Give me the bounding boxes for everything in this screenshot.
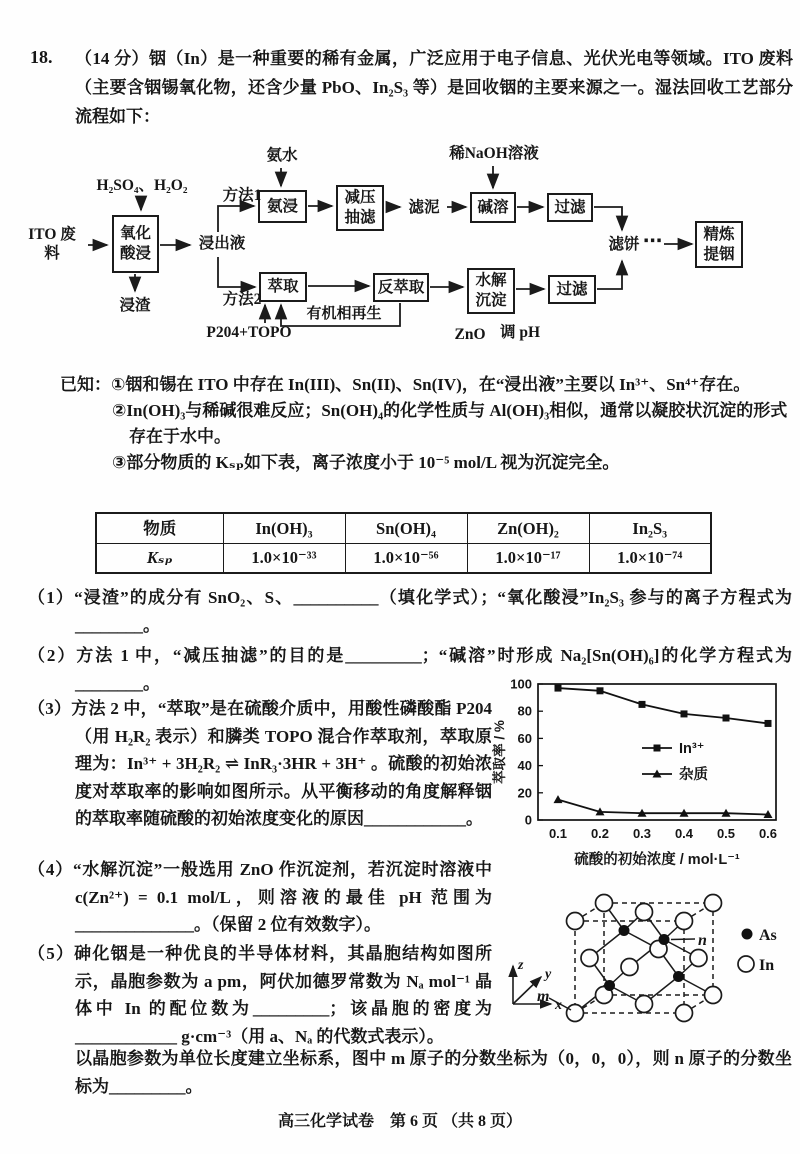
legend-in-icon <box>738 956 754 972</box>
sub-question-5-continued: 以晶胞参数为单位长度建立坐标系，图中 m 原子的分数坐标为（0，0，0），则 n 原子的分数坐标为_________。 <box>75 1049 792 1096</box>
flow-box-vacuum-filter: 减压抽滤 <box>336 185 384 231</box>
svg-text:In³⁺: In³⁺ <box>679 741 705 757</box>
flow-box-back-extract: 反萃取 <box>373 273 429 302</box>
crystal-structure-figure <box>497 876 797 1034</box>
question-intro: （14 分）铟（In）是一种重要的稀有金属，广泛应用于电子信息、光伏光电等领域。ITO 废料（主要含铟锡氧化物，还含少量 PbO、In₂S₃ 等）是回收铟的主要来源之一。湿法回收工艺部分流程如下： <box>75 49 793 126</box>
legend-as-label: As <box>759 927 777 944</box>
flow-label-method2: 方法2 <box>222 291 262 308</box>
flow-label-organic-regen: 有机相再生 <box>306 306 382 322</box>
known-item-3: ③部分物质的 Kₛₚ如下表，离子浓度小于 10⁻⁵ mol/L 视为沉淀完全。 <box>112 453 620 472</box>
n-pointer-line <box>671 939 695 940</box>
n-label: n <box>698 932 707 949</box>
sub-question-3: （3）方法 2 中，“萃取”是在硫酸介质中，用酸性磷酸酯 P204（用 H₂R₂ 表示）和膦类 TOPO 混合作萃取剂，萃取原理为：In³⁺ + 3H₂R₂ ⇌ InR₃·3HR + 3H⁺ 。硫酸的初始浓度对萃取率的影响如图所示。从平衡移动的角度解释铟的萃取率随硫酸的初始浓度变化的原因____________。 <box>28 699 492 828</box>
svg-text:40: 40 <box>517 758 532 774</box>
known-info-section <box>60 372 790 476</box>
ksp-value-znoh2: 1.0×10⁻¹⁷ <box>467 543 589 573</box>
known-item-1: 已知：①铟和锡在 ITO 中存在 In(III)、Sn(II)、Sn(IV)，在“浸出液”主要以 In³⁺、Sn⁴⁺存在。 <box>60 375 751 394</box>
x-axis-label: x <box>555 998 562 1013</box>
in-atoms <box>567 895 722 1022</box>
sub-question-4: （4）“水解沉淀”一般选用 ZnO 作沉淀剂，若沉淀时溶液中 c(Zn²⁺) = 0.1 mol/L，则溶液的最佳 pH 范围为______________。（保留 2 位有效数字）。 <box>28 860 492 934</box>
ksp-table <box>95 512 712 574</box>
flow-label-p204-topo: P204+TOPO <box>206 324 292 341</box>
extraction-rate-chart-svg <box>492 670 794 882</box>
sub-question-2: （2）方法 1 中，“减压抽滤”的目的是_________；“碱溶”时形成 Na₂[Sn(OH)₆]的化学方程式为________。 <box>28 646 792 693</box>
flow-label-acid-input: H₂SO₄、H₂O₂ <box>96 177 188 194</box>
svg-text:0.3: 0.3 <box>632 826 652 841</box>
svg-text:100: 100 <box>510 676 532 692</box>
ksp-value-inoh3: 1.0×10⁻³³ <box>223 543 345 573</box>
flow-label-residue: 浸渣 <box>119 297 151 314</box>
ksp-header-in2s3: In₂S₃ <box>589 513 711 543</box>
svg-text:0.2: 0.2 <box>590 826 610 841</box>
svg-text:60: 60 <box>517 730 532 746</box>
flow-label-naoh: 稀NaOH溶液 <box>449 145 539 162</box>
svg-text:0.5: 0.5 <box>716 826 736 841</box>
flow-label-zno: ZnO <box>454 326 486 343</box>
z-axis-label: z <box>518 958 524 973</box>
legend-in-label: In <box>759 957 775 974</box>
svg-text:0: 0 <box>524 812 532 828</box>
legend-as-icon <box>742 929 753 940</box>
crystal-structure-svg <box>497 876 797 1034</box>
sub-question-1: （1）“浸渣”的成分有 SnO₂、S、__________（填化学式）；“氧化酸浸”In₂S₃ 参与的离子方程式为________。 <box>28 588 792 635</box>
ksp-row-label: Kₛₚ <box>96 543 223 573</box>
ksp-header-snoh4: Sn(OH)₄ <box>345 513 467 543</box>
y-axis-label: y <box>545 967 552 982</box>
ksp-header-znoh2: Zn(OH)₂ <box>467 513 589 543</box>
question-number: 18. <box>30 47 53 67</box>
flow-box-refine-indium: 精炼提铟 <box>695 221 743 268</box>
flow-box-oxidize-acid-leach: 氧化酸浸 <box>112 215 159 273</box>
flow-box-extract: 萃取 <box>259 272 307 302</box>
m-label: m <box>537 988 550 1005</box>
flow-box-filter-bottom: 过滤 <box>548 275 596 304</box>
ksp-value-in2s3: 1.0×10⁻⁷⁴ <box>589 543 711 573</box>
flow-label-leachate: 浸出液 <box>198 235 246 252</box>
flow-label-method1: 方法1 <box>222 187 262 204</box>
svg-text:杂质: 杂质 <box>679 767 708 783</box>
page-footer: 高三化学试卷 第 6 页 （共 8 页） <box>277 1113 522 1130</box>
svg-text:0.4: 0.4 <box>674 826 694 841</box>
flow-label-adjust-ph: 调 pH <box>499 324 541 341</box>
svg-text:硫酸的初始浓度 / mol·L⁻¹: 硫酸的初始浓度 / mol·L⁻¹ <box>574 852 740 868</box>
flow-label-ammonia-water: 氨水 <box>266 147 298 164</box>
flow-label-filter-cake: 滤饼 <box>608 236 640 253</box>
svg-text:0.1: 0.1 <box>548 826 568 841</box>
extraction-rate-chart <box>492 670 794 882</box>
svg-text:萃取率 / %: 萃取率 / % <box>492 720 507 784</box>
flow-box-hydrolysis-precipitate: 水解沉淀 <box>467 268 515 314</box>
flow-label-filter-mud: 滤泥 <box>408 199 440 216</box>
flow-box-filter-top: 过滤 <box>547 193 593 222</box>
flow-ellipsis: ⋯ <box>643 231 663 252</box>
ksp-value-snoh4: 1.0×10⁻⁵⁶ <box>345 543 467 573</box>
ksp-header-inoh3: In(OH)₃ <box>223 513 345 543</box>
svg-text:20: 20 <box>517 785 532 801</box>
flow-box-alkali-dissolve: 碱溶 <box>470 192 516 223</box>
flow-label-ito-waste: ITO 废料 <box>28 226 76 262</box>
ksp-header-substance: 物质 <box>96 513 223 543</box>
sub-question-5: （5）砷化铟是一种优良的半导体材料，其晶胞结构如图所示，晶胞参数为 a pm，阿伏加德罗常数为 Nₐ mol⁻¹ 晶体中 In 的配位数为_________；该晶胞的密度为____________ g·cm⁻³（用 a、Nₐ 的代数式表示）。 <box>28 944 492 1046</box>
process-flowchart <box>0 133 800 361</box>
known-item-2: ②In(OH)₃与稀碱很难反应；Sn(OH)₄的化学性质与 Al(OH)₃相似，通常以凝胶状沉淀的形式存在于水中。 <box>112 401 788 446</box>
svg-text:80: 80 <box>517 703 532 719</box>
svg-text:0.6: 0.6 <box>758 826 778 841</box>
flow-box-ammonia-leach: 氨浸 <box>258 190 307 223</box>
